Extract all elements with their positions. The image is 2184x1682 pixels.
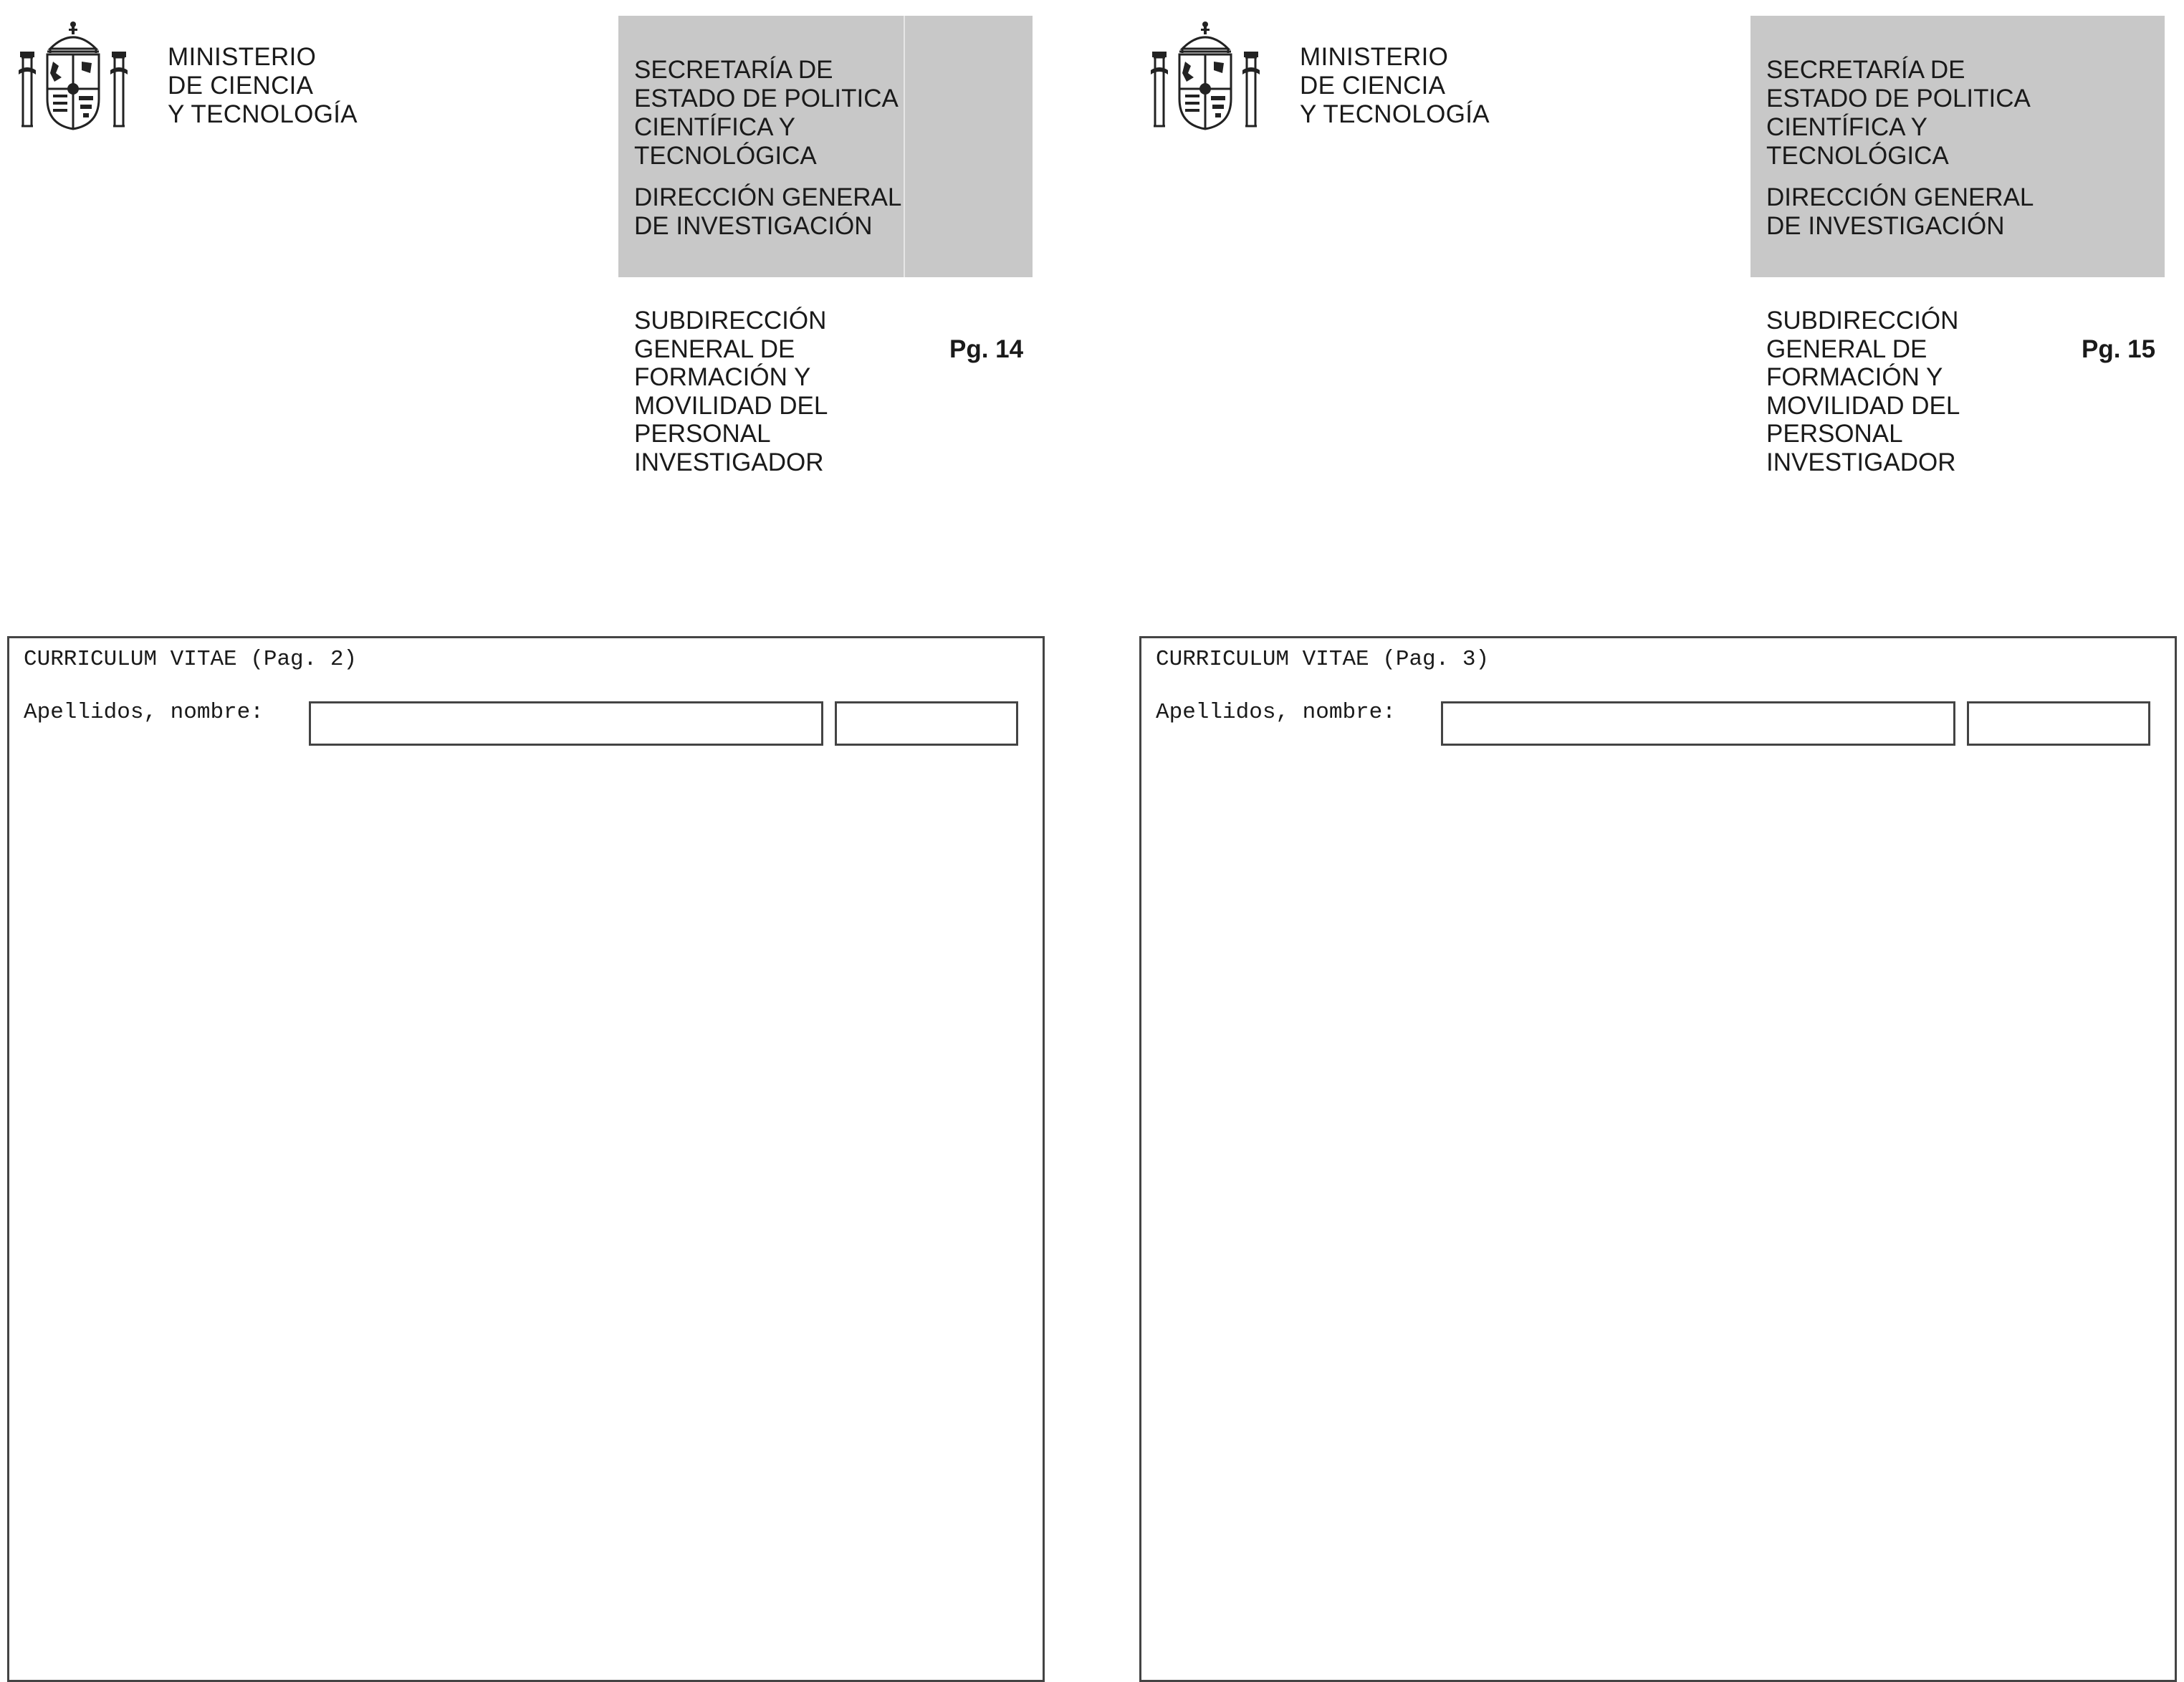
page-number: Pg. 14 — [949, 335, 1024, 363]
subdireccion-line: MOVILIDAD DEL — [634, 391, 828, 420]
subdireccion-line: FORMACIÓN Y — [634, 363, 811, 391]
ministry-line: MINISTERIO — [1300, 43, 1449, 71]
subdireccion-line: INVESTIGADOR — [1766, 448, 1956, 476]
secretaria-line: ESTADO DE POLITICA — [634, 85, 899, 112]
secretaria-header-box — [618, 16, 1033, 277]
direccion-line: DE INVESTIGACIÓN — [1766, 212, 2005, 240]
ministry-line: DE CIENCIA — [168, 72, 314, 100]
subdireccion-line: SUBDIRECCIÓN — [634, 307, 827, 335]
secretaria-line: SECRETARÍA DE — [634, 56, 833, 84]
document-page-left — [0, 0, 1075, 1664]
secretaria-line: TECNOLÓGICA — [1766, 142, 1949, 170]
subdireccion-line: PERSONAL — [1766, 420, 1903, 448]
coat-of-arms-icon — [1151, 20, 1260, 133]
ministry-line: Y TECNOLOGÍA — [168, 100, 358, 128]
form-title: CURRICULUM VITAE (Pag. 3) — [1156, 647, 1490, 672]
subdireccion-text — [1766, 307, 1960, 476]
secretaria-line: CIENTÍFICA Y — [634, 113, 795, 141]
direccion-line: DE INVESTIGACIÓN — [634, 212, 873, 240]
name-label: Apellidos, nombre: — [1156, 700, 1396, 725]
direccion-line: DIRECCIÓN GENERAL — [634, 183, 902, 211]
secretaria-text — [634, 56, 901, 241]
subdireccion-line: GENERAL DE — [634, 335, 795, 363]
subdireccion-line: GENERAL DE — [1766, 335, 1927, 363]
secretaria-text — [1766, 56, 2034, 241]
form-title: CURRICULUM VITAE (Pag. 2) — [24, 647, 358, 672]
box-divider — [904, 16, 905, 277]
secretaria-line: CIENTÍFICA Y — [1766, 113, 1927, 141]
subdireccion-line: FORMACIÓN Y — [1766, 363, 1943, 391]
document-page-right — [1132, 0, 2184, 1664]
code-field[interactable] — [835, 701, 1018, 746]
direccion-line: DIRECCIÓN GENERAL — [1766, 183, 2034, 211]
cv-form-box — [7, 636, 1045, 1682]
ministry-name — [168, 43, 358, 129]
name-label: Apellidos, nombre: — [24, 700, 264, 725]
secretaria-line: TECNOLÓGICA — [634, 142, 817, 170]
subdireccion-line: SUBDIRECCIÓN — [1766, 307, 1959, 335]
page-number: Pg. 15 — [2082, 335, 2156, 363]
ministry-line: Y TECNOLOGÍA — [1300, 100, 1490, 128]
secretaria-line: ESTADO DE POLITICA — [1766, 85, 2031, 112]
secretaria-line: SECRETARÍA DE — [1766, 56, 1965, 84]
name-field[interactable] — [309, 701, 823, 746]
subdireccion-line: INVESTIGADOR — [634, 448, 824, 476]
cv-form-box — [1139, 636, 2177, 1682]
coat-of-arms-icon — [19, 20, 128, 133]
code-field[interactable] — [1967, 701, 2150, 746]
subdireccion-line: PERSONAL — [634, 420, 771, 448]
ministry-line: MINISTERIO — [168, 43, 317, 71]
name-field[interactable] — [1441, 701, 1955, 746]
secretaria-header-box — [1750, 16, 2165, 277]
ministry-line: DE CIENCIA — [1300, 72, 1446, 100]
subdireccion-line: MOVILIDAD DEL — [1766, 391, 1960, 420]
subdireccion-text — [634, 307, 828, 476]
ministry-name — [1300, 43, 1490, 129]
